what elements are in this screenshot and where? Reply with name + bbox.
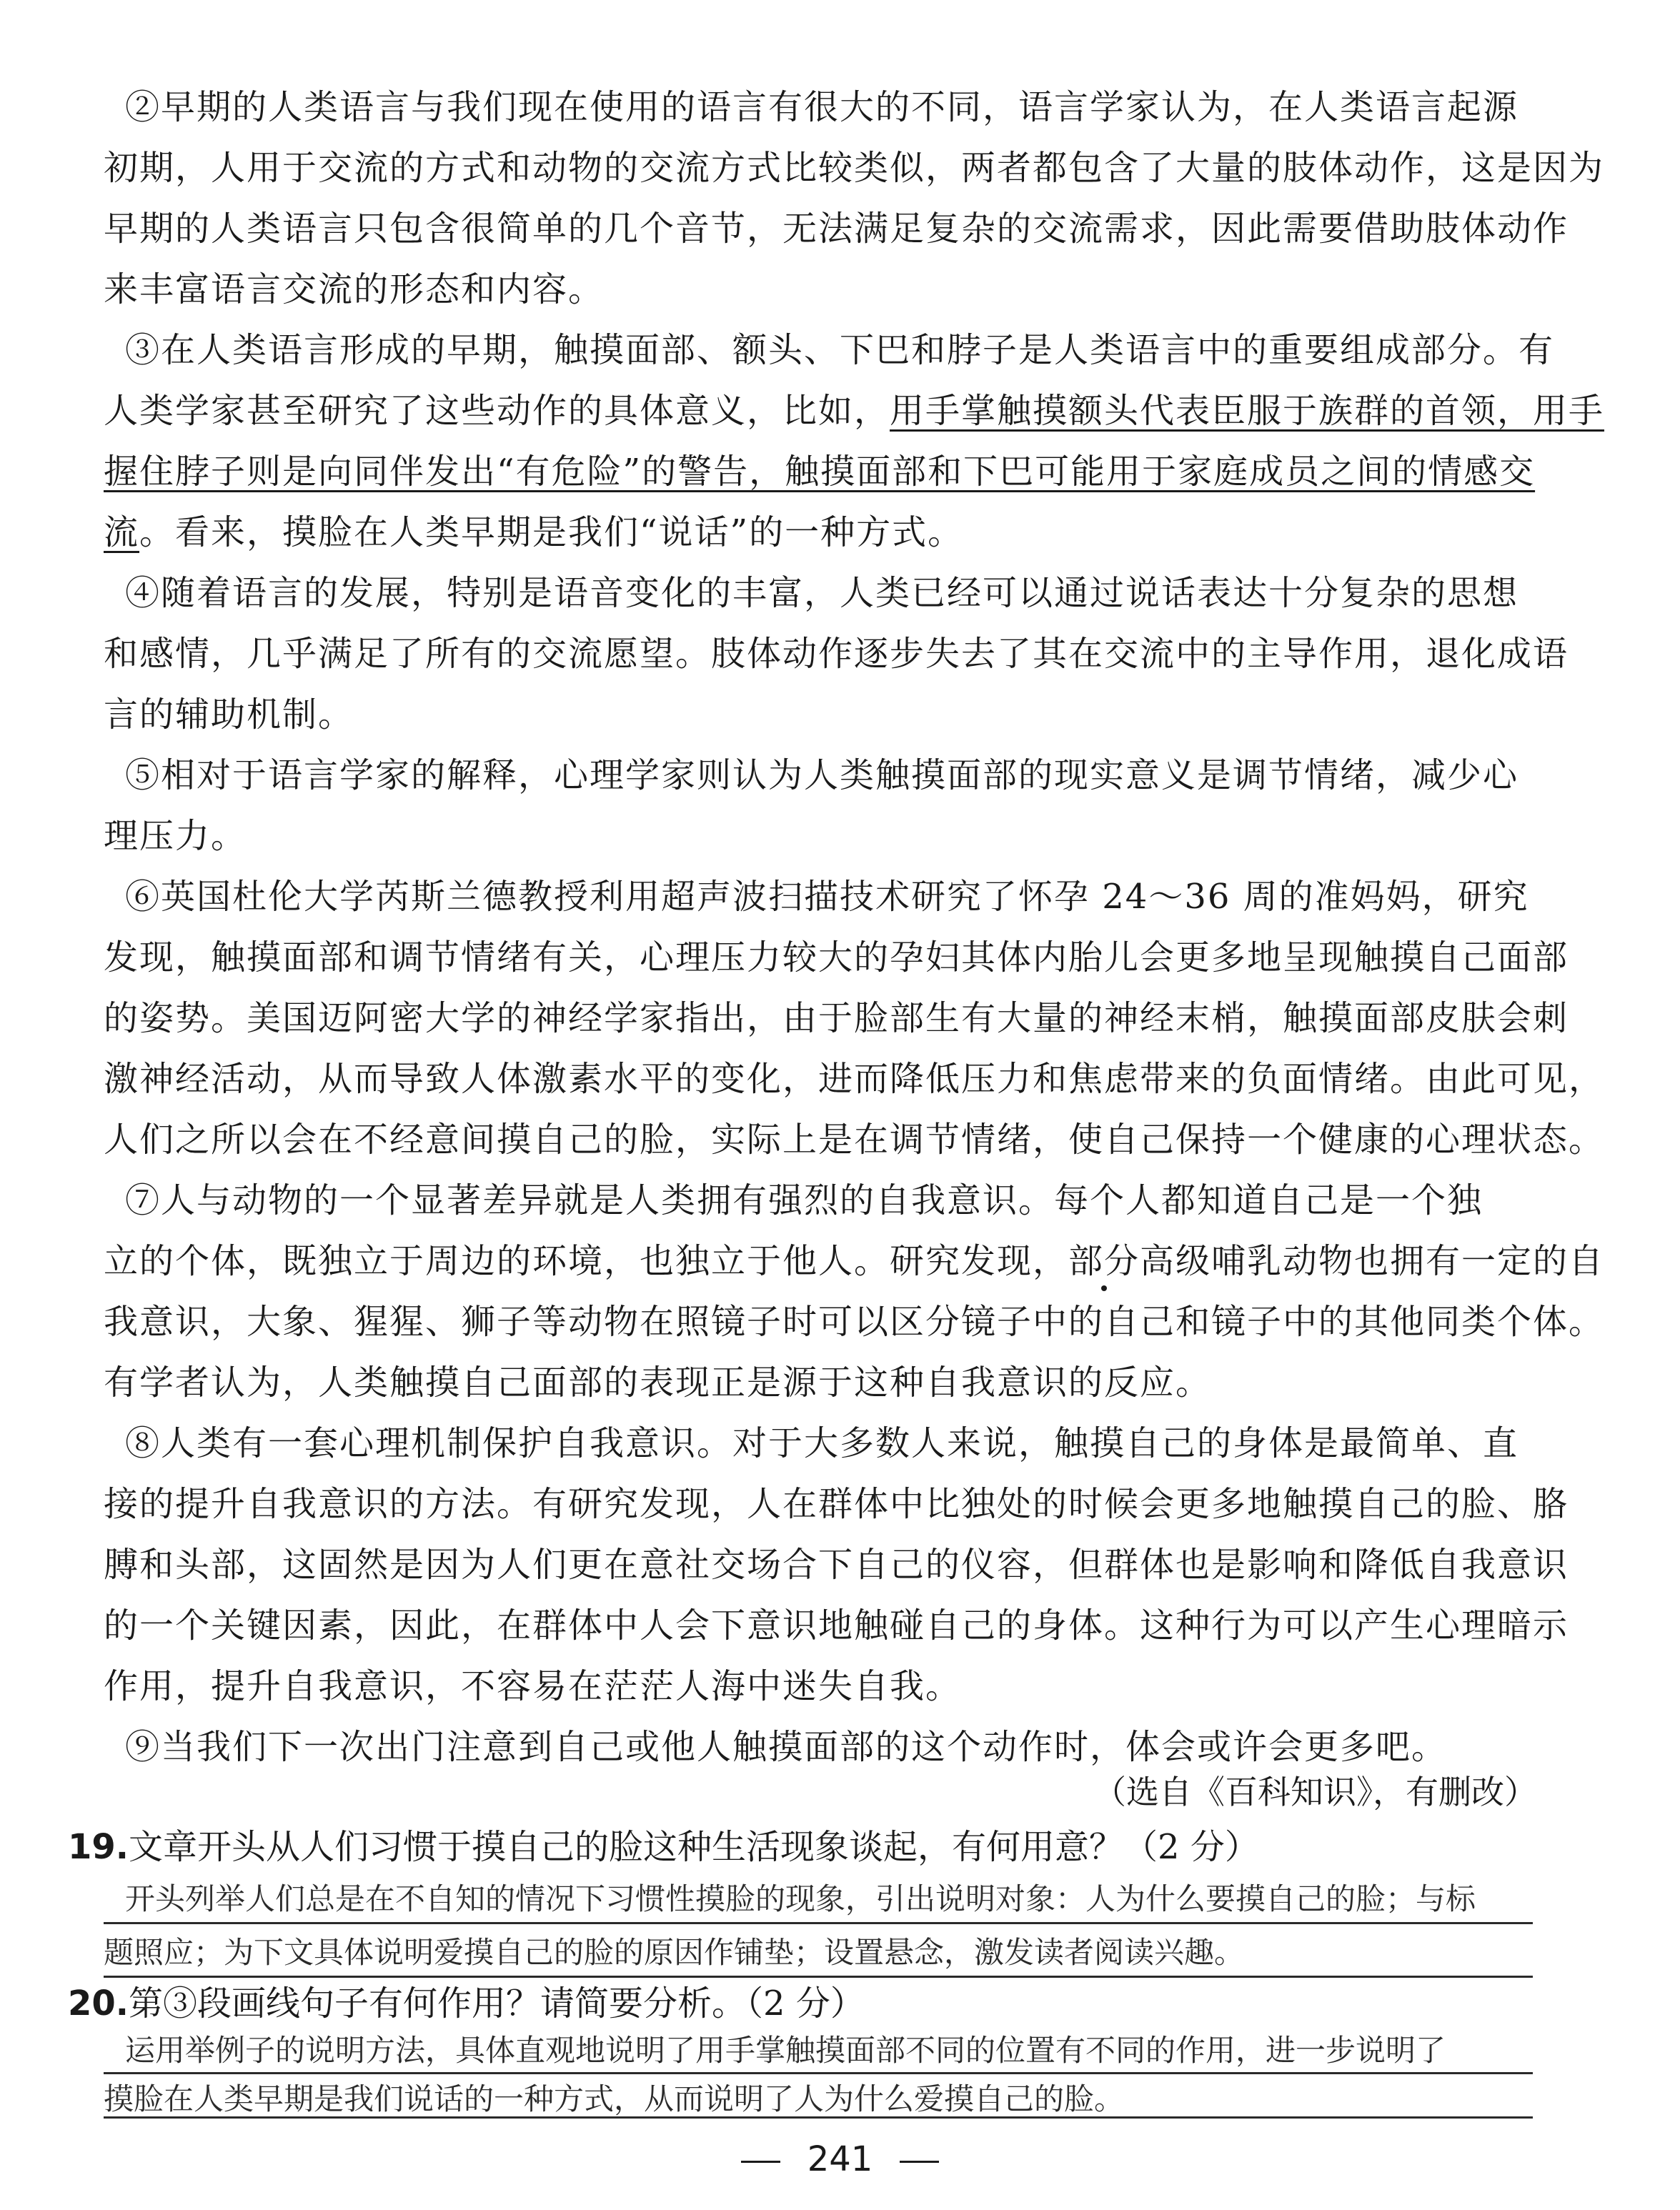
underlined-sentence-part-1: 用手掌触摸额头代表臣服于族群的首领，用手 — [890, 391, 1605, 431]
paragraph-6-line-1: ⑥英国杜伦大学芮斯兰德教授利用超声波扫描技术研究了怀孕 24～36 周的准妈妈，研究 — [125, 877, 1529, 917]
question-text: 文章开头从人们习惯于摸自己的脸这种生活现象谈起，有何用意？（2 分） — [129, 1827, 1259, 1867]
paragraph-6-line-3: 的姿势。美国迈阿密大学的神经学家指出，由于脸部生有大量的神经末梢，触摸面部皮肤会刺 — [104, 998, 1569, 1038]
paragraph-3-line-2-text: 人类学家甚至研究了这些动作的具体意义，比如， — [104, 391, 890, 431]
answer-text: 题照应；为下文具体说明爱摸自己的脸的原因作铺垫；设置悬念，激发读者阅读兴趣。 — [104, 1935, 1245, 1970]
answer-19-line-2 — [104, 1931, 1533, 1974]
paragraph-8-line-4: 的一个关键因素，因此，在群体中人会下意识地触碰自己的身体。这种行为可以产生心理暗示 — [104, 1606, 1569, 1646]
paragraph-6-line-4: 激神经活动，从而导致人体激素水平的变化，进而降低压力和焦虑带来的负面情绪。由此可见， — [104, 1059, 1605, 1099]
paragraph-3-line-4-text: 。看来，摸脸在人类早期是我们“说话”的一种方式。 — [139, 512, 964, 552]
answer-20-line-2 — [104, 2078, 1533, 2121]
footer-dash-left — [741, 2161, 780, 2163]
paragraph-4-line-1: ④随着语言的发展，特别是语音变化的丰富，人类已经可以通过说话表达十分复杂的思想 — [125, 573, 1519, 613]
paragraph-8-line-1: ⑧人类有一套心理机制保护自我意识。对于大多数人来说，触摸自己的身体是最简单、直 — [125, 1423, 1519, 1463]
paragraph-5-line-1: ⑤相对于语言学家的解释，心理学家则认为人类触摸面部的现实意义是调节情绪，减少心 — [125, 755, 1519, 795]
answer-line — [104, 1976, 1533, 1978]
paragraph-7-line-2-text-a: 立的个体，既独立于周边的环境，也独立于他人。研究发现， — [104, 1241, 1069, 1281]
footer-dash-right — [900, 2161, 939, 2163]
paragraph-7-line-2 — [104, 1238, 1605, 1284]
paragraph-3-line-1: ③在人类语言形成的早期，触摸面部、额头、下巴和脖子是人类语言中的重要组成部分。有 — [125, 330, 1555, 370]
answer-line — [104, 1922, 1533, 1924]
paragraph-2-line-2: 初期，人用于交流的方式和动物的交流方式比较类似，两者都包含了大量的肢体动作，这是因为 — [104, 148, 1605, 188]
paragraph-6-line-2: 发现，触摸面部和调节情绪有关，心理压力较大的孕妇其体内胎儿会更多地呈现触摸自己面部 — [104, 937, 1569, 977]
question-number: 20. — [68, 1983, 129, 2024]
paragraph-4-line-2: 和感情，几乎满足了所有的交流愿望。肢体动作逐步失去了其在交流中的主导作用，退化成语 — [104, 634, 1569, 674]
paragraph-2-line-3: 早期的人类语言只包含很简单的几个音节，无法满足复杂的交流需求，因此需要借助肢体动作 — [104, 209, 1569, 249]
paragraph-3-line-3 — [104, 449, 1536, 494]
underlined-sentence-part-2: 握住脖子则是向同伴发出“有危险”的警告，触摸面部和下巴可能用于家庭成员之间的情感交 — [104, 452, 1536, 492]
answer-19-line-1 — [104, 1878, 1533, 1921]
page-footer — [0, 2136, 1680, 2182]
paragraph-3-line-2 — [104, 388, 1605, 434]
answer-text: 摸脸在人类早期是我们说话的一种方式，从而说明了人为什么爱摸自己的脸。 — [104, 2081, 1125, 2116]
paragraph-7-line-4: 有学者认为，人类触摸自己面部的表现正是源于这种自我意识的反应。 — [104, 1363, 1212, 1403]
paragraph-2-line-4: 来丰富语言交流的形态和内容。 — [104, 269, 605, 309]
answer-text: 开头列举人们总是在不自知的情况下习惯性摸脸的现象，引出说明对象：人为什么要摸自己的脸；与标 — [125, 1881, 1476, 1916]
question-text: 第③段画线句子有何作用？请简要分析。（2 分） — [129, 1983, 865, 2024]
underlined-sentence-part-3: 流 — [104, 512, 140, 552]
question-20 — [68, 1981, 1569, 2026]
paragraph-7-line-2-text-c: 高级哺乳动物也拥有一定的自 — [1140, 1241, 1605, 1281]
page-number: 241 — [807, 2139, 873, 2179]
paragraph-2-line-1: ②早期的人类语言与我们现在使用的语言有很大的不同，语言学家认为，在人类语言起源 — [125, 87, 1519, 127]
paragraph-6-line-5: 人们之所以会在不经意间摸自己的脸，实际上是在调节情绪，使自己保持一个健康的心理状态。 — [104, 1120, 1605, 1160]
emphasis-dotted-word: 部分 — [1068, 1241, 1140, 1281]
question-number: 19. — [68, 1827, 129, 1867]
source-citation: （选自《百科知识》，有删改） — [1093, 1773, 1537, 1811]
paragraph-7-line-3: 我意识，大象、猩猩、狮子等动物在照镜子时可以区分镜子中的自己和镜子中的其他同类个体。 — [104, 1302, 1605, 1342]
paragraph-3-line-4 — [104, 509, 1536, 555]
paragraph-8-line-5: 作用，提升自我意识，不容易在茫茫人海中迷失自我。 — [104, 1666, 962, 1706]
paragraph-8-line-2: 接的提升自我意识的方法。有研究发现，人在群体中比独处的时候会更多地触摸自己的脸、胳 — [104, 1484, 1569, 1524]
answer-line — [104, 2116, 1533, 2119]
answer-text: 运用举例子的说明方法，具体直观地说明了用手掌触摸面部不同的位置有不同的作用，进一步说明了 — [125, 2033, 1446, 2068]
answer-20-line-1 — [104, 2029, 1533, 2072]
paragraph-8-line-3: 膊和头部，这固然是因为人们更在意社交场合下自己的仪容，但群体也是影响和降低自我意识 — [104, 1545, 1569, 1585]
paragraph-7-line-1: ⑦人与动物的一个显著差异就是人类拥有强烈的自我意识。每个人都知道自己是一个独 — [125, 1180, 1483, 1220]
paragraph-5-line-2: 理压力。 — [104, 816, 247, 856]
question-19 — [68, 1824, 1569, 1870]
paragraph-4-line-3: 言的辅助机制。 — [104, 695, 354, 735]
paragraph-9-line-1: ⑨当我们下一次出门注意到自己或他人触摸面部的这个动作时，体会或许会更多吧。 — [125, 1727, 1448, 1767]
answer-line — [104, 2072, 1533, 2074]
